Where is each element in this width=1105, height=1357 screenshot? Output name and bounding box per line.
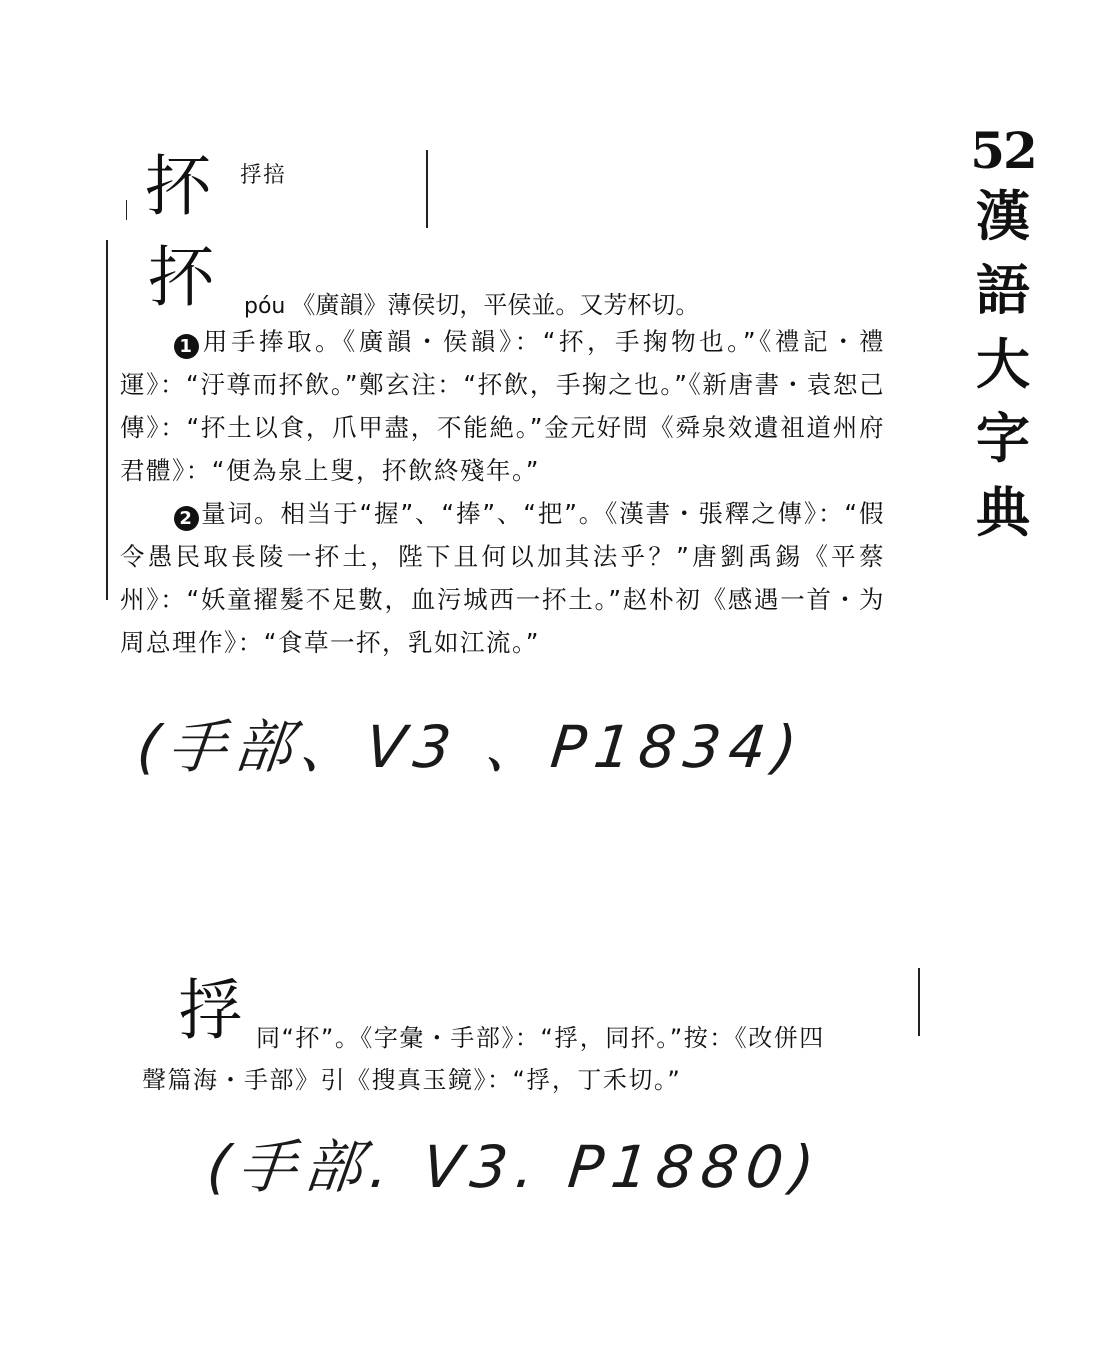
entry2-handwritten-reference: (手部. V3. P1880) <box>203 1133 826 1201</box>
entry2-text-line-1: 同“抔”。《字彙・手部》：“捊，同抔。”按：《改併四 <box>256 1024 825 1052</box>
entry1-pronunciation-line <box>244 285 699 320</box>
sense-2-text: 量词。相当于“握”、“捧”、“把”。《漢書・張釋之傳》：“假令愚民取長陵一抔土，陛下且何以加其法乎？”唐劉禹錫《平蔡州》：“妖童擢髮不足數，血污城西一抔土。”赵朴初《感遇一首・为周总理作》：“食草一抔，乳如江流。” <box>120 499 885 657</box>
title-char: 語 <box>976 259 1030 322</box>
entry1-headword: 抔 <box>148 239 214 316</box>
entry2-headword: 捊 <box>178 972 244 1049</box>
sense-1 <box>120 320 885 492</box>
volume-number: 52 <box>970 121 1036 180</box>
sense-2 <box>120 492 885 664</box>
fanqie-pronunciation: 《廣韻》薄侯切，平侯並。又芳杯切。 <box>291 291 700 319</box>
dictionary-title <box>968 121 1038 550</box>
sense-1-text: 用手捧取。《廣韻・侯韻》：“抔，手掬物也。”《禮記・禮運》：“汙尊而抔飲。”鄭玄注：“抔飲，手掬之也。”《新唐書・袁恕己傳》：“抔土以食，爪甲盡，不能絶。”金元好問《舜泉效遺祖道州府君體》：“便為泉上叟，抔飲終殘年。” <box>120 327 885 485</box>
title-char: 典 <box>976 481 1030 544</box>
dictionary-name <box>968 180 1038 550</box>
entry2-text-line-2: 聲篇海・手部》引《搜真玉鏡》：“捊，丁禾切。” <box>142 1066 682 1094</box>
entry1-headword-heading: 抔 <box>145 148 211 225</box>
entry1-handwritten-reference: (手部、V3 、P1834) <box>133 713 808 781</box>
title-char: 字 <box>976 407 1030 470</box>
title-char: 漢 <box>976 185 1030 248</box>
title-char: 大 <box>976 333 1030 396</box>
scan-rule <box>126 200 127 220</box>
sense-number-badge: 1 <box>174 334 199 359</box>
entry1-definitions <box>120 320 885 664</box>
entry1-variant-forms: 捊掊 <box>240 163 287 188</box>
scan-rule <box>426 150 428 228</box>
pinyin: póu <box>244 294 286 319</box>
sense-number-badge: 2 <box>174 506 199 531</box>
scan-rule <box>918 968 920 1036</box>
scan-rule <box>106 240 108 600</box>
